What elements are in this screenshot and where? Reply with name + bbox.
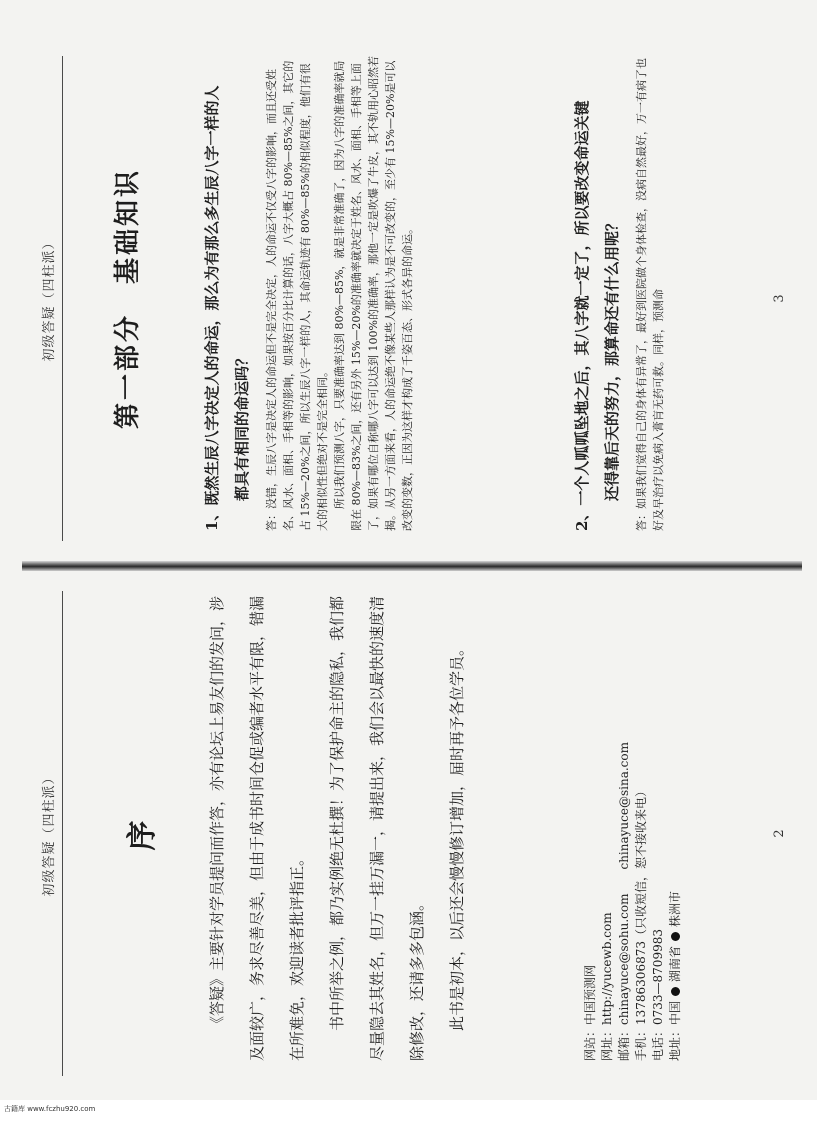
contact-tel: 电话：0733—8709983: [651, 929, 665, 1061]
bullet-dot-icon: [671, 932, 680, 941]
page-left: [22, 571, 802, 1096]
preface-title: 序: [125, 816, 160, 851]
question-1-line-1: 1、既然生辰八字决定人的命运，那么为有那么多生辰八字一样的人: [203, 85, 221, 531]
contact-address: [667, 591, 684, 1061]
question-1-block: [197, 56, 416, 531]
address-city: 株洲市: [668, 890, 682, 927]
preface-paragraph-3: 此书是初本，以后还会慢慢修订增加，届时再予各位学员。: [448, 640, 466, 1031]
page-right: [22, 36, 802, 561]
contact-phone: 手机：13786306873（只收短信，恕不接收来电）: [634, 785, 648, 1061]
question-1-line-2: 都具有相同的命运吗？: [233, 350, 251, 501]
running-head-left: 初级答疑（四柱派）: [42, 770, 57, 897]
preface-paragraph-2: 书中所举之例，都乃实例绝无杜撰！为了保护命主的隐私，我们都尽量隐去其姓名，但万一挂万漏一，请提出来，我们会以最快的速度清除修改，还请多多包涵。: [328, 595, 426, 1061]
contact-site: 网站：中国预测网: [583, 964, 597, 1061]
question-2-line-2: 还得靠后天的努力，那算命还有什么用呢？: [603, 215, 621, 501]
answer-1-paragraph-2: 所以我们预测八字，只要准确率达到 80%—85%，就是非常准确了，因为八字的准确率就局限在 80%—83%之间，还有另外 15%—20%的准确率就决定于姓名、风水、面相、手相等上面了，如果有哪位自称哪八字可以达到 100%的准确率，那他一定是吹爆了牛皮，其不轨用心昭然若揭。从另一方面来看，人的命运绝不像某些人那样认为是不可改变的，至少有 15%—20%是可以改变的变数，正因为这样才构成了千姿百态、形式各异的命运。: [333, 56, 414, 531]
question-2-line-1: 2、一个人呱呱坠地之后，其八字就一定了，所以要改变命运关键: [573, 100, 591, 531]
watermark-footer: 古籍库 www.fczhu920.com: [4, 1105, 96, 1113]
header-rule-left: [62, 591, 63, 1076]
book-spine-shadow: [22, 561, 802, 571]
contact-email: 邮箱：chinayuce@sohu.com chinayuce@sina.com: [617, 742, 631, 1061]
header-rule-right: [62, 56, 63, 541]
contact-block: [582, 591, 684, 1061]
bullet-dot-icon: [671, 987, 680, 996]
answer-1-paragraph-1: 答：没错，生辰八字是决定人的命运但不是完全决定，人的命运不仅受八字的影响，而且还受姓名、风水、面相、手相等的影响，如果按百分比计算的话，八字大概占 80%—85%之间，其它的占 15%—20%之间，所以生辰八字一样的人，其命运轨迹有 80%—85%的相似程度，他们有很大的相似性但绝对不是完全相同。: [265, 60, 329, 531]
answer-2-paragraph: 答：如果我们觉得自己的身体有异常了，最好到医院做个身体检查，没病自然最好，万一有病了也好及早治疗以免病入膏肓无药可救。同样，预测命: [635, 58, 665, 531]
page-number-right: 3: [772, 294, 787, 303]
contact-url: 网址：http://yucewb.com: [600, 912, 614, 1061]
address-province: 湖南省: [668, 945, 682, 982]
preface-paragraph-1: 《答疑》主要针对学员提问而作答，亦有论坛上易友们的发问，涉及面较广，务求尽善尽美，但由于成书时间仓促或编者水平有限，错漏在所难免，欢迎读者批评指正。: [208, 595, 306, 1061]
rotated-book-spread: [22, 6, 802, 1096]
page-number-left: 2: [772, 829, 787, 838]
running-head-right: 初级答疑（四柱派）: [42, 235, 57, 362]
preface-body: [197, 596, 477, 1061]
address-prefix: 地址：中国: [668, 1000, 682, 1061]
question-2-block: [567, 56, 667, 531]
part-title: 第一部分 基础知识: [113, 168, 143, 430]
